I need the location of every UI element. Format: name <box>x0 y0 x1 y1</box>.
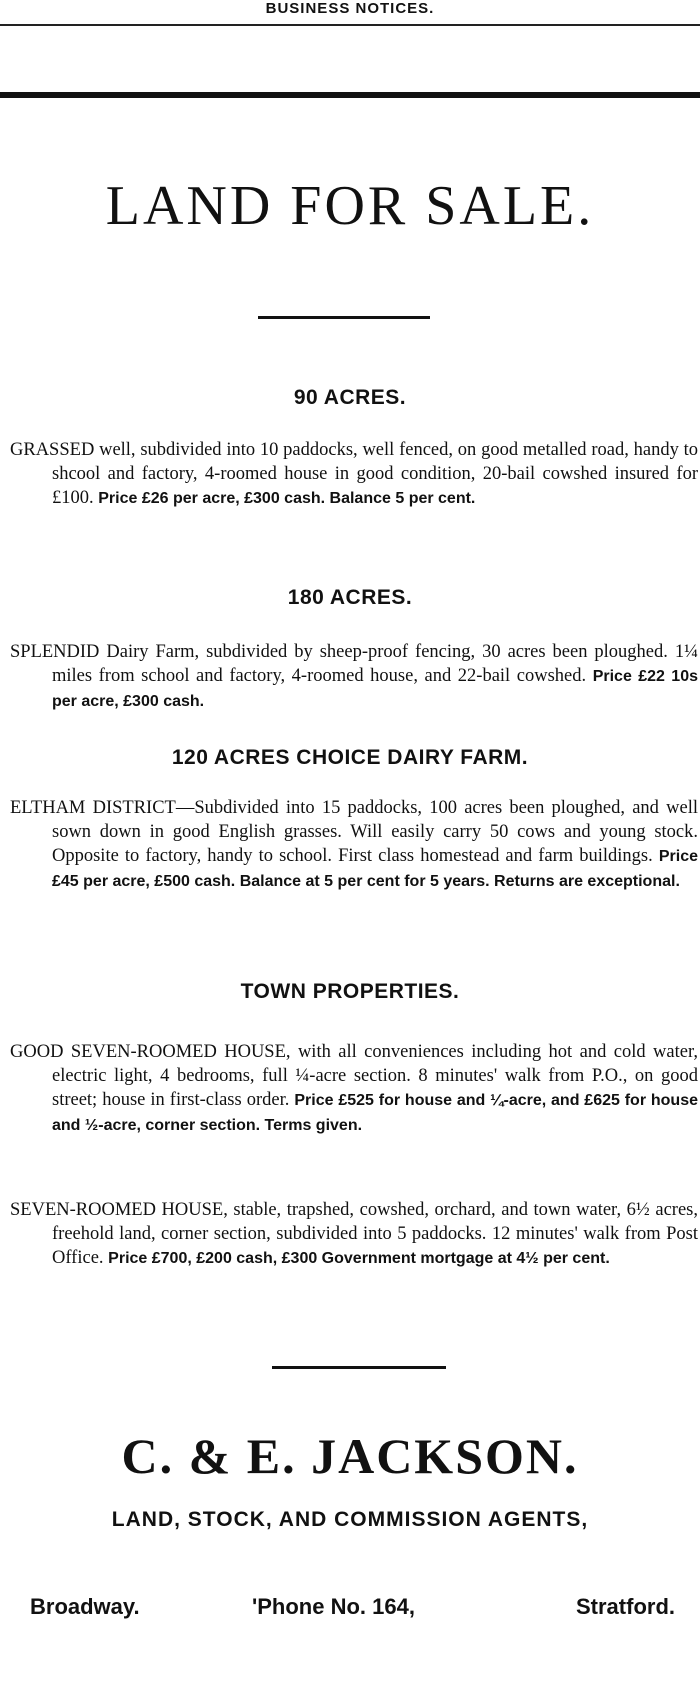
listing-text <box>10 438 698 511</box>
listing-description: GOOD SEVEN-ROOMED HOUSE, with all conveniences including hot and cold water, electric light, 4 bedrooms, full ¼-acre section. 8 minutes' walk from P.O., on good street; house in first-class order. <box>10 1042 698 1110</box>
listing-description: ELTHAM DISTRICT—Subdivided into 15 paddocks, 100 acres been ploughed, and well sown down in good English grasses. Will easily carry 50 cows and young stock. Opposite to factory, handy to school. First class homestead and farm buildings. <box>10 798 698 866</box>
agent-description: LAND, STOCK, AND COMMISSION AGENTS, <box>111 1508 589 1531</box>
listing-description: GRASSED well, subdivided into 10 paddocks, well fenced, on good metalled road, handy to shcool and factory, 4-roomed house in good condition, 20-bail cowshed insured for £100. <box>10 440 698 508</box>
section-header: BUSINESS NOTICES. <box>265 0 435 17</box>
column-rule <box>0 92 700 98</box>
listing-description: SPLENDID Dairy Farm, subdivided by sheep-proof fencing, 30 acres been ploughed. 1¼ miles from school and factory, 4-roomed house, and 22-bail cowshed. <box>10 642 698 686</box>
listing-text <box>10 640 698 714</box>
listing-heading: TOWN PROPERTIES. <box>240 980 460 1003</box>
listing-price: Price £45 per acre, £500 cash. Balance at 5 per cent for 5 years. Returns are exceptional. <box>52 848 699 890</box>
title-divider <box>258 316 430 319</box>
agent-town: Stratford. <box>576 1594 675 1619</box>
advert-title: LAND FOR SALE. <box>105 175 595 237</box>
listing-description: SEVEN-ROOMED HOUSE, stable, trapshed, cowshed, orchard, and town water, 6½ acres, freehold land, corner section, subdivided into 5 paddocks. 12 minutes' walk from Post Office. <box>10 1200 698 1268</box>
listing-price: Price £22 10s per acre, £300 cash. <box>52 668 699 710</box>
listing-heading: 120 ACRES CHOICE DAIRY FARM. <box>171 746 529 769</box>
listing-text <box>10 796 698 894</box>
agent-name: C. & E. JACKSON. <box>121 1428 579 1484</box>
header-rule <box>0 24 700 26</box>
listing-text <box>10 1198 698 1271</box>
listing-heading: 90 ACRES. <box>293 386 407 409</box>
listing-price: Price £700, £200 cash, £300 Government mortgage at 4½ per cent. <box>108 1250 610 1267</box>
listing-heading: 180 ACRES. <box>287 586 413 609</box>
agent-phone: 'Phone No. 164, <box>252 1594 415 1619</box>
agent-address: Broadway. <box>30 1594 140 1619</box>
listing-price: Price £26 per acre, £300 cash. Balance 5 per cent. <box>98 490 476 507</box>
listing-text <box>10 1040 698 1138</box>
listing-price: Price £525 for house and ¼-acre, and £625 for house and ½-acre, corner section. Terms given. <box>52 1092 699 1134</box>
agent-divider <box>272 1366 446 1369</box>
